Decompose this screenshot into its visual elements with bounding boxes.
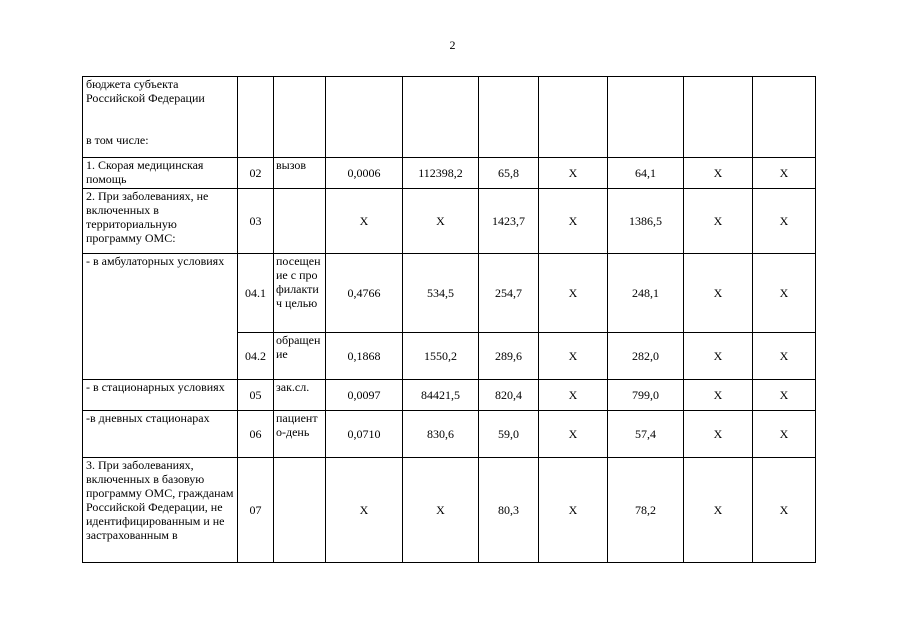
code-cell: 05 bbox=[238, 380, 274, 411]
value-cell: Х bbox=[403, 189, 479, 254]
value-cell: 534,5 bbox=[403, 254, 479, 333]
value-cell bbox=[479, 77, 539, 158]
value-cell: 78,2 bbox=[608, 458, 684, 563]
value-cell: Х bbox=[753, 189, 816, 254]
value-cell: 84421,5 bbox=[403, 380, 479, 411]
value-cell: 254,7 bbox=[479, 254, 539, 333]
value-cell: Х bbox=[753, 380, 816, 411]
value-cell: 57,4 bbox=[608, 411, 684, 458]
value-cell: Х bbox=[326, 458, 403, 563]
unit-cell bbox=[274, 77, 326, 158]
row-name-cell bbox=[83, 77, 238, 158]
value-cell: Х bbox=[539, 458, 608, 563]
code-cell: 06 bbox=[238, 411, 274, 458]
value-cell: 282,0 bbox=[608, 333, 684, 380]
value-cell: 0,0710 bbox=[326, 411, 403, 458]
row-name-cell: 3. При заболеваниях, включенных в базовую программу ОМС, гражданам Российской Федерации, не идентифицированным и не застрахованным в bbox=[83, 458, 238, 563]
value-cell bbox=[403, 77, 479, 158]
value-cell: 820,4 bbox=[479, 380, 539, 411]
financing-table bbox=[82, 76, 816, 563]
value-cell: 64,1 bbox=[608, 158, 684, 189]
value-cell: Х bbox=[539, 158, 608, 189]
value-cell: Х bbox=[539, 189, 608, 254]
value-cell: Х bbox=[684, 189, 753, 254]
value-cell: Х bbox=[684, 333, 753, 380]
row-name-cell: 2. При заболеваниях, не включенных в территориальную программу ОМС: bbox=[83, 189, 238, 254]
code-cell: 04.1 bbox=[238, 254, 274, 333]
unit-cell: посещение с профилактич целью bbox=[274, 254, 326, 333]
value-cell: 248,1 bbox=[608, 254, 684, 333]
value-cell: Х bbox=[326, 189, 403, 254]
value-cell: Х bbox=[539, 380, 608, 411]
value-cell bbox=[608, 77, 684, 158]
value-cell: Х bbox=[684, 458, 753, 563]
code-cell: 04.2 bbox=[238, 333, 274, 380]
table-row bbox=[83, 458, 816, 563]
value-cell: 112398,2 bbox=[403, 158, 479, 189]
table-row bbox=[83, 189, 816, 254]
unit-cell bbox=[274, 458, 326, 563]
table-row bbox=[83, 411, 816, 458]
value-cell: 799,0 bbox=[608, 380, 684, 411]
value-cell: Х bbox=[753, 254, 816, 333]
table-row bbox=[83, 158, 816, 189]
value-cell: 1550,2 bbox=[403, 333, 479, 380]
value-cell: Х bbox=[684, 380, 753, 411]
row-name-cell: -в дневных стационарах bbox=[83, 411, 238, 458]
value-cell: Х bbox=[684, 158, 753, 189]
value-cell: 830,6 bbox=[403, 411, 479, 458]
row-name-cell: - в амбулаторных условиях bbox=[83, 254, 238, 380]
value-cell: 1423,7 bbox=[479, 189, 539, 254]
code-cell: 07 bbox=[238, 458, 274, 563]
value-cell: Х bbox=[539, 333, 608, 380]
value-cell: 0,1868 bbox=[326, 333, 403, 380]
unit-cell: вызов bbox=[274, 158, 326, 189]
value-cell bbox=[326, 77, 403, 158]
value-cell bbox=[539, 77, 608, 158]
value-cell: 80,3 bbox=[479, 458, 539, 563]
value-cell: Х bbox=[753, 333, 816, 380]
unit-cell: обращение bbox=[274, 333, 326, 380]
value-cell: 0,0097 bbox=[326, 380, 403, 411]
code-cell: 02 bbox=[238, 158, 274, 189]
value-cell: 1386,5 bbox=[608, 189, 684, 254]
value-cell: 59,0 bbox=[479, 411, 539, 458]
page-number: 2 bbox=[449, 38, 456, 52]
value-cell: 0,0006 bbox=[326, 158, 403, 189]
row-name-cell: - в стационарных условиях bbox=[83, 380, 238, 411]
table-row bbox=[83, 77, 816, 158]
value-cell: Х bbox=[684, 411, 753, 458]
value-cell: 0,4766 bbox=[326, 254, 403, 333]
value-cell: Х bbox=[684, 254, 753, 333]
table-row bbox=[83, 380, 816, 411]
code-cell: 03 bbox=[238, 189, 274, 254]
value-cell bbox=[753, 77, 816, 158]
unit-cell: пациенто-день bbox=[274, 411, 326, 458]
value-cell: Х bbox=[753, 411, 816, 458]
value-cell: 289,6 bbox=[479, 333, 539, 380]
value-cell: 65,8 bbox=[479, 158, 539, 189]
unit-cell bbox=[274, 189, 326, 254]
value-cell: Х bbox=[403, 458, 479, 563]
value-cell: Х bbox=[539, 254, 608, 333]
value-cell bbox=[684, 77, 753, 158]
row-name-cell: 1. Скорая медицинская помощь bbox=[83, 158, 238, 189]
value-cell: Х bbox=[753, 158, 816, 189]
table-row bbox=[83, 254, 816, 333]
value-cell: Х bbox=[753, 458, 816, 563]
unit-cell: зак.сл. bbox=[274, 380, 326, 411]
code-cell bbox=[238, 77, 274, 158]
row-name-text: бюджета субъекта Российской Федерации в том числе: bbox=[86, 77, 205, 147]
value-cell: Х bbox=[539, 411, 608, 458]
